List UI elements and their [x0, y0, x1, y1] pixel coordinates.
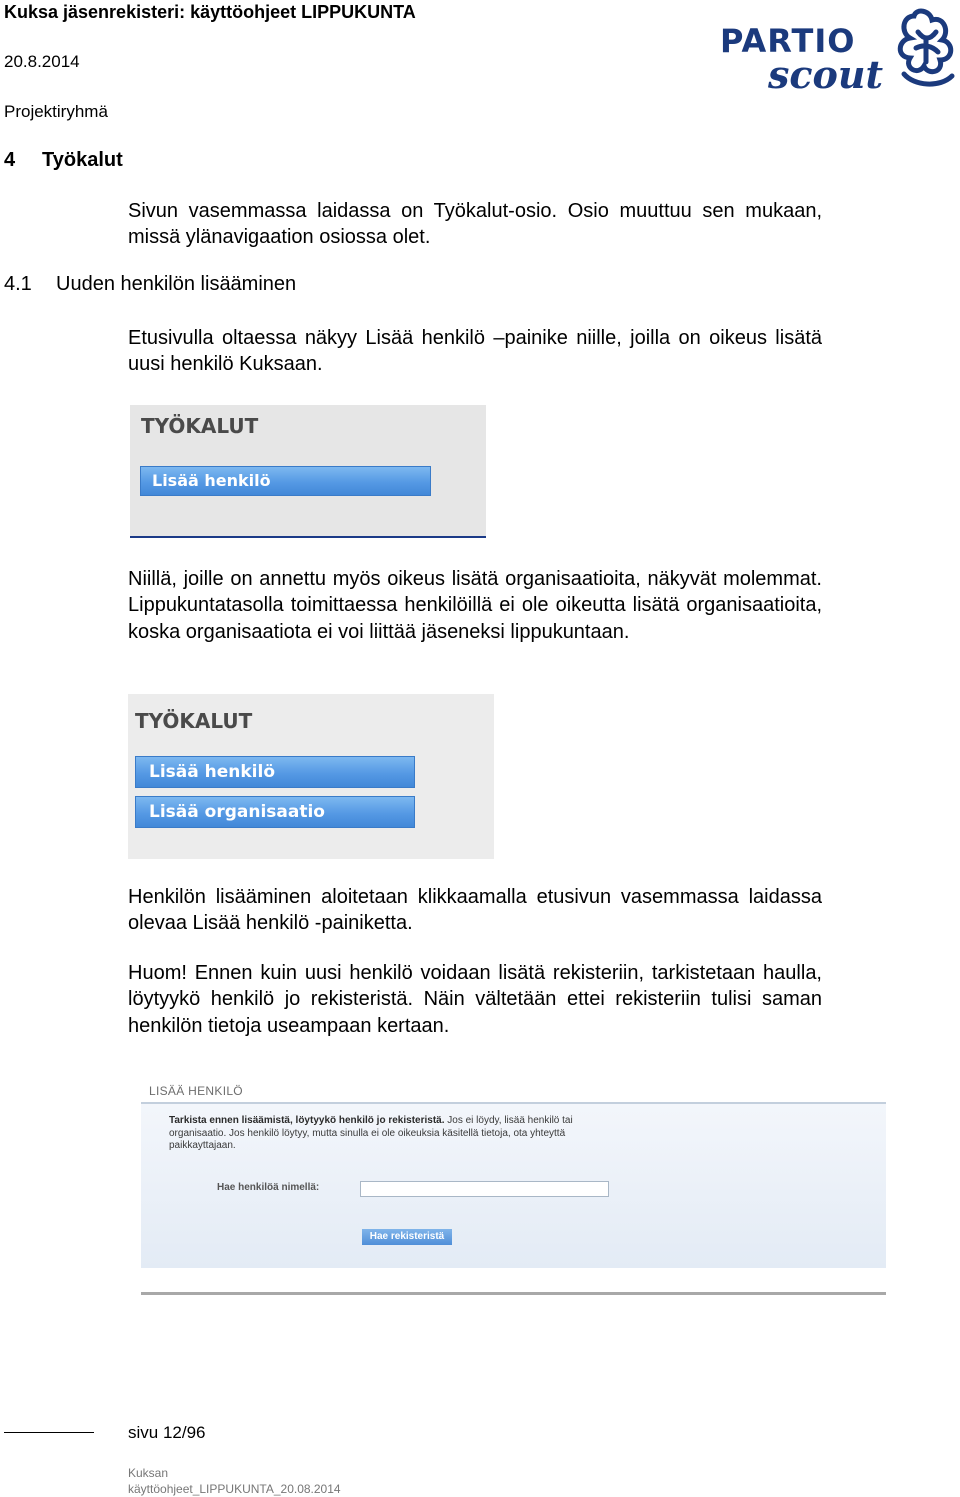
footer-doc-line1: Kuksan [128, 1466, 169, 1480]
logo-text-partio: PARTIO [720, 22, 856, 60]
footer-doc-line2: käyttöohjeet_LIPPUKUNTA_20.08.2014 [128, 1482, 341, 1496]
footer-rule [4, 1432, 94, 1433]
search-name-label: Hae henkilöä nimellä: [217, 1182, 320, 1193]
section-heading [4, 149, 123, 172]
paragraph-note: Huom! Ennen kuin uusi henkilö voidaan lisätä rekisteriin, tarkistetaan haulla, löytyykö henkilö jo rekisteristä. Näin vältetään ettei rekisteriin tulisi saman henkilön tietoja useampaan kertaan. [128, 962, 822, 1037]
search-registry-button[interactable]: Hae rekisteristä [362, 1229, 452, 1245]
paragraph-permissions: Niillä, joille on annettu myös oikeus lisätä organisaatioita, näkyvät molemmat. Lippukuntatasolla toimittaessa henkilöillä ei ole oikeutta lisätä organisaatioita, koska organisaatiota ei voi liittää jäseneksi lippukuntaan. [128, 568, 822, 643]
logo-text-scout: scout [768, 52, 884, 97]
tools-panel-title: TYÖKALUT [135, 709, 253, 733]
document-date: 20.8.2014 [4, 52, 80, 71]
section-number: 4 [4, 149, 16, 171]
form-bottom-divider [141, 1292, 886, 1295]
partio-scout-logo [718, 2, 960, 98]
section-intro-paragraph: Sivun vasemmassa laidassa on Työkalut-osio. Osio muuttuu sen mukaan, missä ylänavigaation osiossa olet. [128, 200, 822, 249]
form-info-text [169, 1115, 589, 1153]
paragraph-start-adding: Henkilön lisääminen aloitetaan klikkaamalla etusivun vasemmassa laidassa olevaa Lisää henkilö -painiketta. [128, 886, 822, 935]
add-person-form-title: LISÄÄ HENKILÖ [149, 1084, 243, 1098]
form-info-bold: Tarkista ennen lisäämistä, löytyykö henkilö jo rekisteristä. [169, 1115, 445, 1126]
document-title: Kuksa jäsenrekisteri: käyttöohjeet LIPPUKUNTA [4, 2, 416, 22]
trefoil-emblem-icon [900, 11, 952, 84]
search-name-input[interactable] [360, 1181, 609, 1197]
tools-panel-title: TYÖKALUT [141, 414, 259, 438]
subsection-heading [4, 273, 296, 296]
section-title: Työkalut [42, 149, 123, 171]
add-person-button[interactable]: Lisää henkilö [135, 756, 415, 788]
subsection-number: 4.1 [4, 273, 32, 295]
add-organisation-button[interactable]: Lisää organisaatio [135, 796, 415, 828]
form-info-rest: Jos ei löydy, lisää henkilö tai organisaatio. Jos henkilö löytyy, mutta sinulla ei ole oikeuksia käsitellä tietoja, ota yhteyttä paikkayttajaan. [169, 1115, 573, 1151]
project-group: Projektiryhmä [4, 102, 108, 121]
page-number: sivu 12/96 [128, 1423, 206, 1442]
screenshot-underline [130, 536, 486, 538]
paragraph-add-person-button: Etusivulla oltaessa näkyy Lisää henkilö –painike niille, joilla on oikeus lisätä uusi henkilö Kuksaan. [128, 327, 822, 376]
subsection-title: Uuden henkilön lisääminen [56, 273, 297, 295]
add-person-button[interactable]: Lisää henkilö [140, 466, 431, 496]
